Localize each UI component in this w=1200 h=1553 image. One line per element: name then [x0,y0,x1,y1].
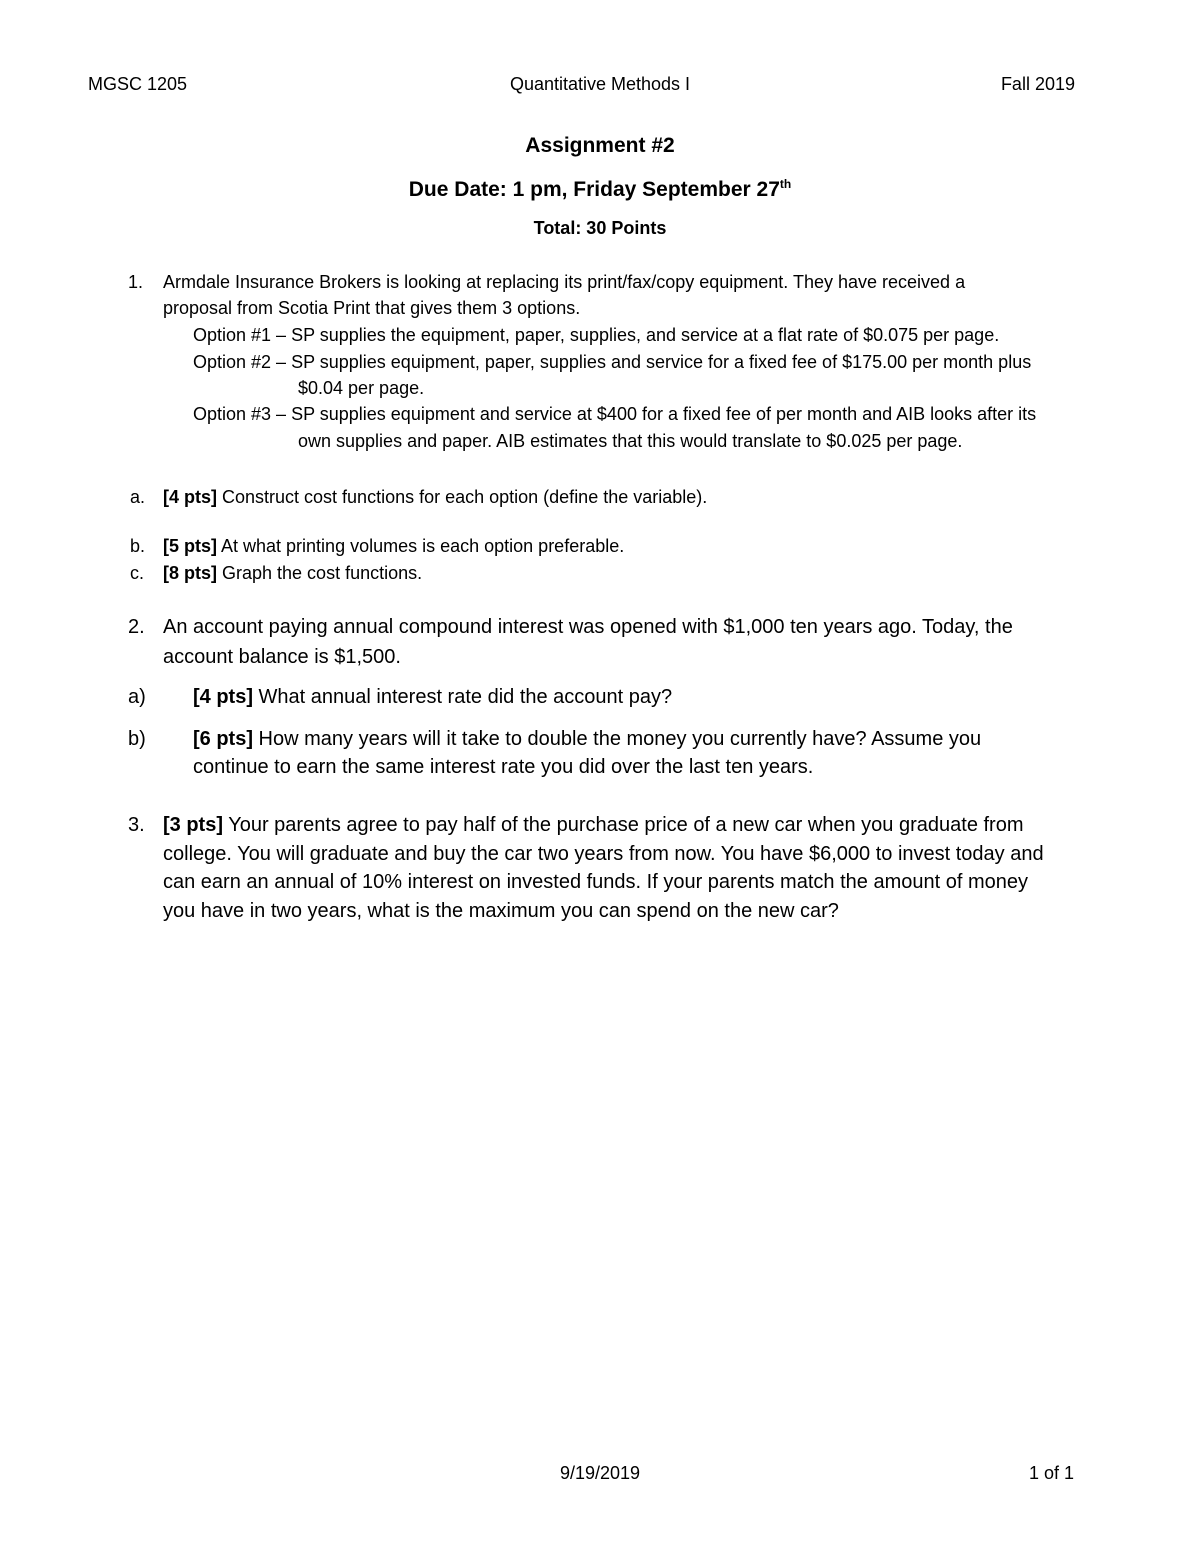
q1-option2-line1: Option #2 – SP supplies equipment, paper, supplies and service for a fixed fee of $175.00 per month plus [193,352,1032,372]
q2b-label: b) [128,728,146,750]
q2b [193,728,981,751]
q2a-text: What annual interest rate did the account pay? [253,686,673,708]
header-term: Fall 2019 [1000,74,1075,94]
q1b [163,536,624,557]
q3-line2: college. You will graduate and buy the car two years from now. You have $6,000 to invest today and [163,843,1044,865]
q1a-text: Construct cost functions for each option (define the variable). [217,487,708,507]
q2a-label: a) [128,686,146,708]
assignment-title: Assignment #2 [525,134,675,157]
header-course-code: MGSC 1205 [88,74,188,94]
footer-date: 9/19/2019 [559,1463,641,1483]
q1-option2-line2: $0.04 per page. [298,378,425,398]
q1-option1: Option #1 – SP supplies the equipment, paper, supplies, and service at a flat rate of $0.075 per page. [193,325,1000,345]
q1c [163,563,422,584]
q3-text-line1: Your parents agree to pay half of the purchase price of a new car when you graduate from [223,814,1024,836]
q1c-label: c. [130,563,145,583]
q1-option3-line1: Option #3 – SP supplies equipment and service at $400 for a fixed fee of per month and AIB looks after its [193,404,1037,424]
q2a-points: [4 pts] [193,686,253,708]
q2b-text-line2: continue to earn the same interest rate you did over the last ten years. [193,756,814,778]
q3-line4: you have in two years, what is the maximum you can spend on the new car? [163,900,839,922]
q1b-text: At what printing volumes is each option preferable. [217,536,625,556]
due-date [0,178,1200,202]
q3-points: [3 pts] [163,814,223,836]
q1a-points: [4 pts] [163,487,217,507]
q1-number: 1. [128,272,144,292]
due-date-text: Due Date: 1 pm, Friday September 27 [408,178,780,201]
q2b-text-line1: How many years will it take to double the money you currently have? Assume you [253,728,982,750]
q1-intro-line2: proposal from Scotia Print that gives them 3 options. [163,298,581,318]
q2-number: 2. [128,616,145,638]
q1b-label: b. [130,536,146,556]
q3-line1 [163,814,1024,837]
header-course-name: Quantitative Methods I [509,74,691,94]
q1c-text: Graph the cost functions. [217,563,423,583]
q2-intro-line1: An account paying annual compound interest was opened with $1,000 ten years ago. Today, the [163,616,1013,638]
total-points: Total: 30 Points [533,218,667,238]
q2a [193,686,672,709]
q1b-points: [5 pts] [163,536,217,556]
q1c-points: [8 pts] [163,563,217,583]
q3-number: 3. [128,814,145,836]
q2b-points: [6 pts] [193,728,253,750]
q1a [163,487,707,508]
q3-line3: can earn an annual of 10% interest on invested funds. If your parents match the amount of money [163,871,1028,893]
due-date-ordinal: th [779,177,792,191]
footer-page-number: 1 of 1 [1028,1463,1074,1483]
q1-intro-line1: Armdale Insurance Brokers is looking at replacing its print/fax/copy equipment. They have received a [163,272,966,292]
q1a-label: a. [130,487,146,507]
q1-option3-line2: own supplies and paper. AIB estimates that this would translate to $0.025 per page. [298,431,963,451]
q2-intro-line2: account balance is $1,500. [163,646,401,668]
